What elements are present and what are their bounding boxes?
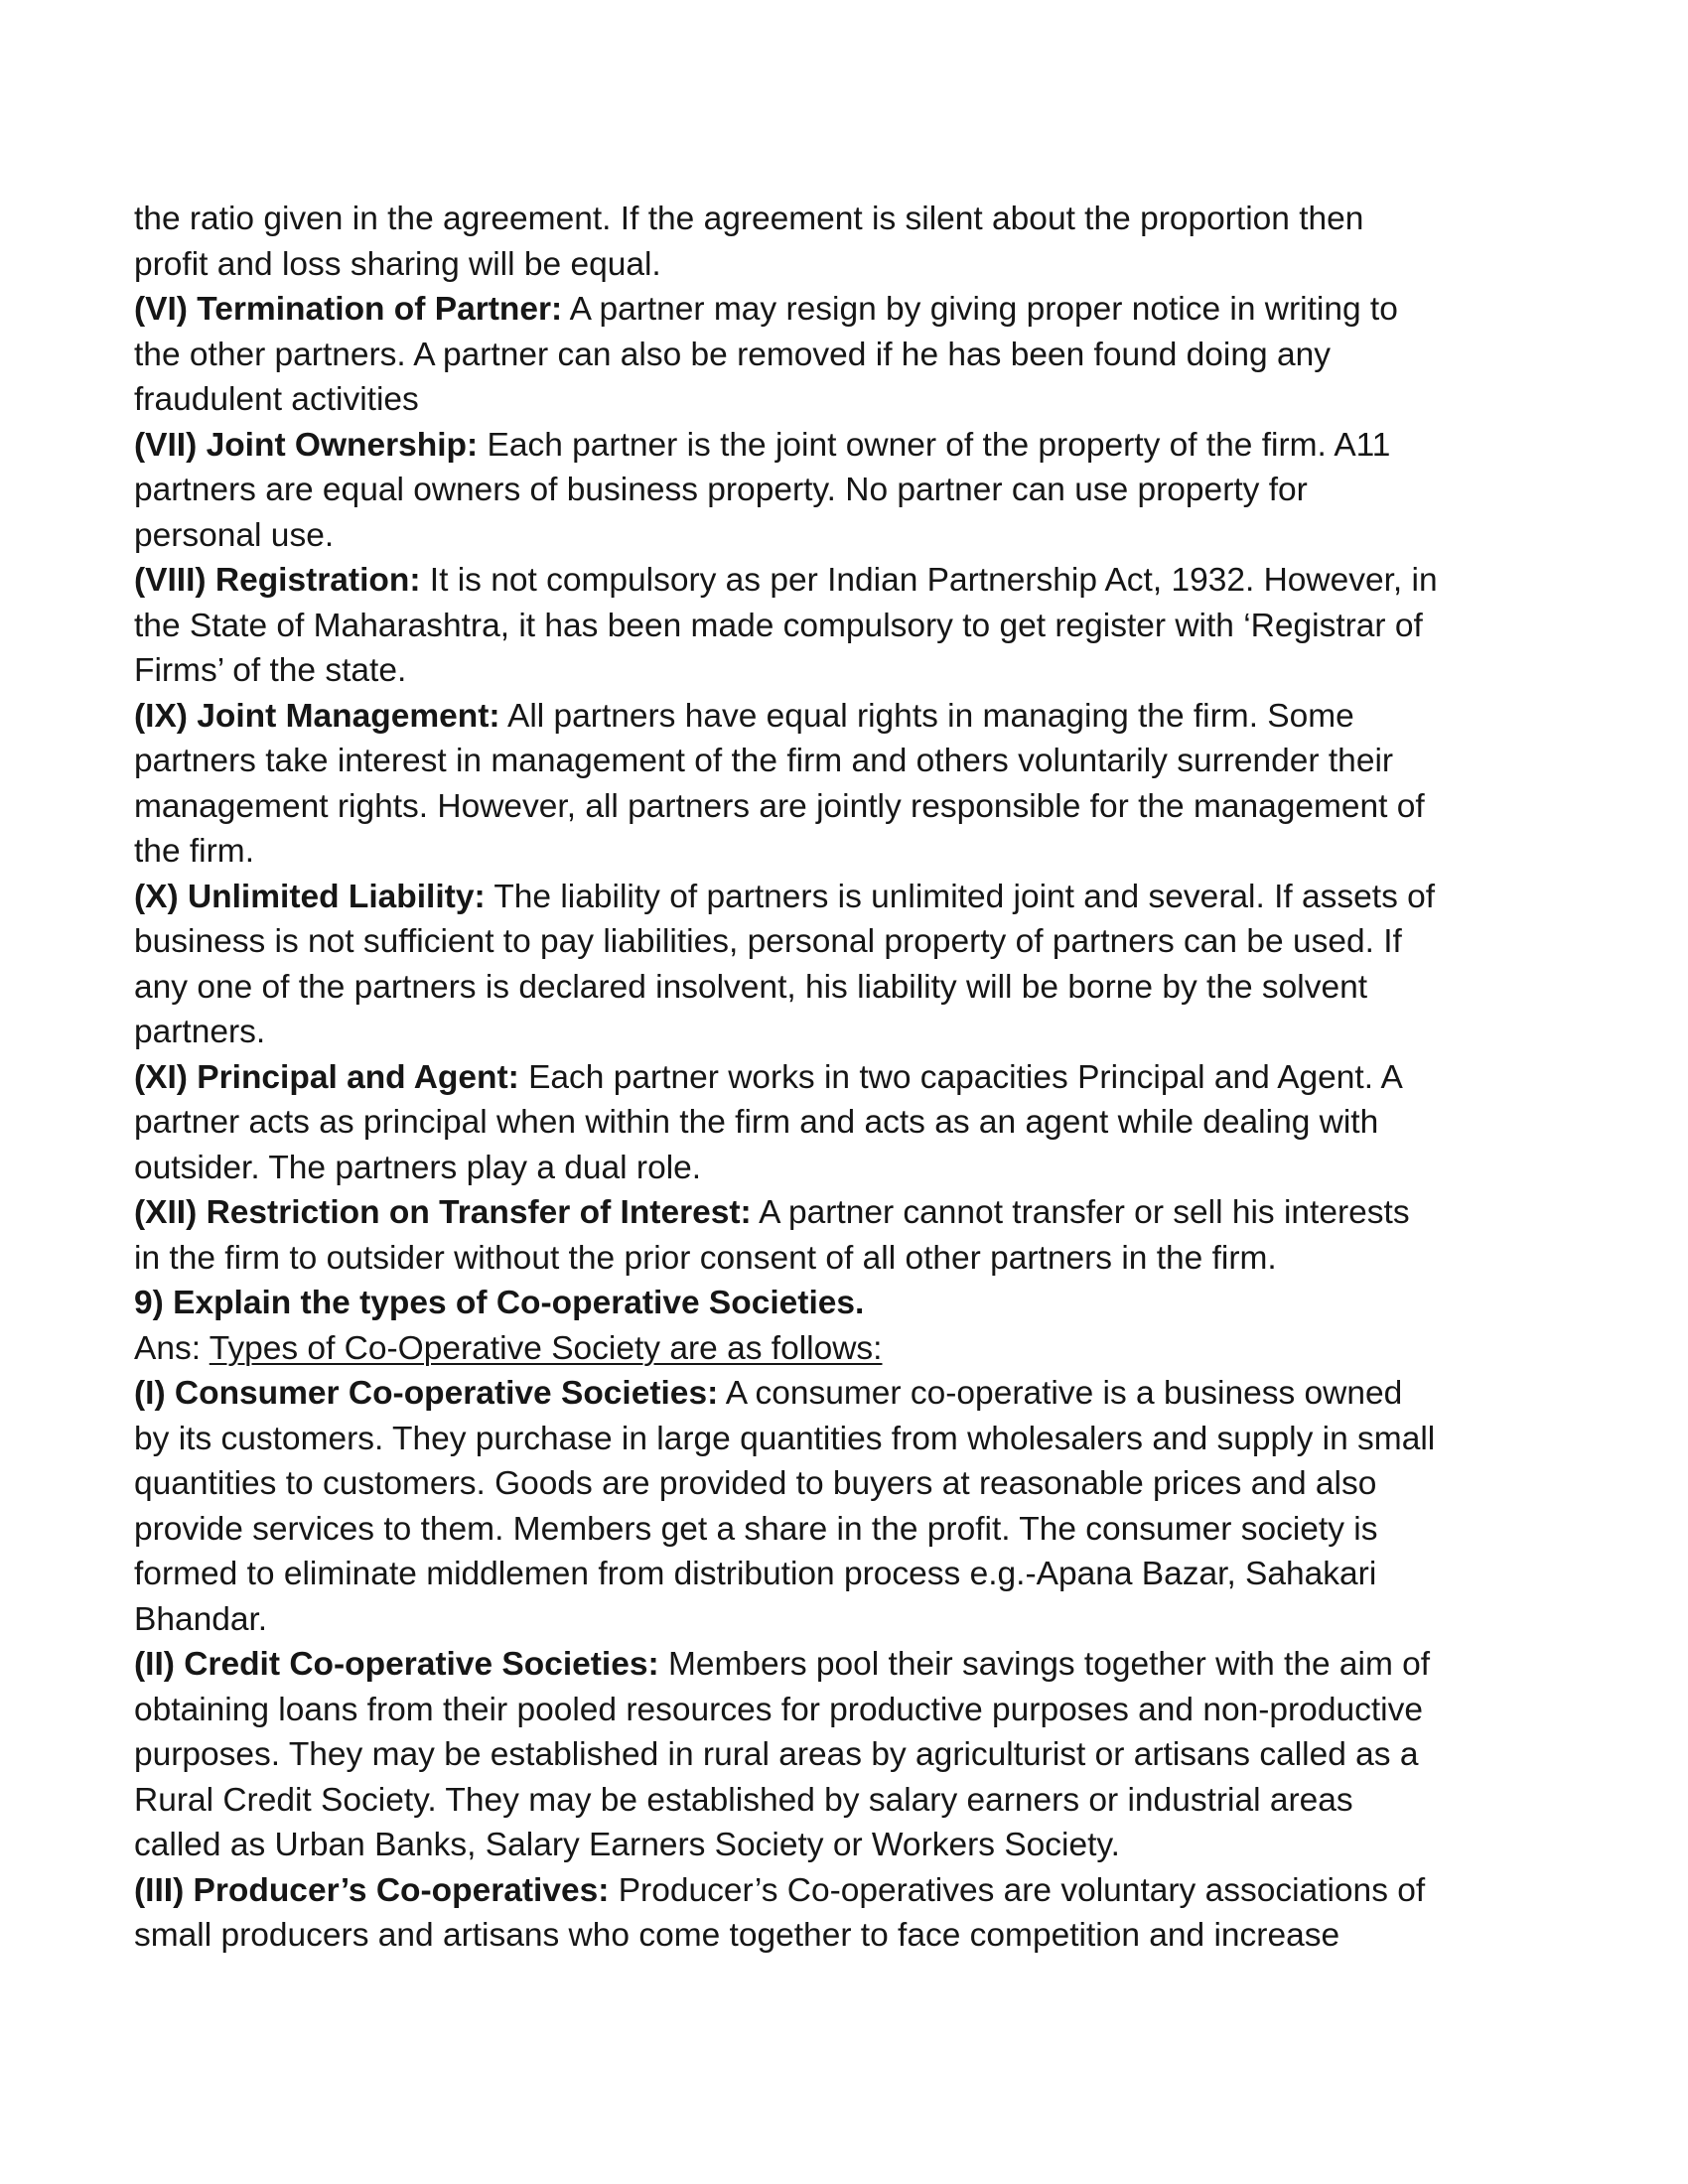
text-line: Rural Credit Society. They may be established by salary earners or industrial areas	[134, 1781, 1353, 1819]
section-heading: (VI) Termination of Partner:	[134, 291, 563, 328]
text-line: the State of Maharashtra, it has been made compulsory to get register with ‘Registrar of	[134, 607, 1423, 644]
text-line: profit and loss sharing will be equal.	[134, 245, 661, 283]
text-line: partners are equal owners of business property. No partner can use property for	[134, 472, 1308, 508]
text-line: formed to eliminate middlemen from distribution process e.g.-Apana Bazar, Sahakari	[134, 1556, 1377, 1592]
paragraph-joint-ownership	[134, 423, 1564, 559]
section-heading: (VII) Joint Ownership:	[134, 426, 479, 464]
text-line: Bhandar.	[134, 1600, 268, 1638]
text-line: by its customers. They purchase in large quantities from wholesalers and supply in small	[134, 1420, 1436, 1457]
text-line: A partner may resign by giving proper notice in writing to	[562, 291, 1398, 328]
paragraph-producers-cooperative	[134, 1868, 1564, 1959]
section-heading: (X) Unlimited Liability:	[134, 878, 486, 915]
paragraph-principal-and-agent	[134, 1055, 1564, 1191]
text-line: in the firm to outsider without the prior consent of all other partners in the firm.	[134, 1239, 1277, 1277]
text-line: small producers and artisans who come together to face competition and increase	[134, 1917, 1340, 1954]
section-heading: (IX) Joint Management:	[134, 697, 500, 735]
text-line: the other partners. A partner can also be removed if he has been found doing any	[134, 336, 1331, 373]
text-line: the ratio given in the agreement. If the agreement is silent about the proportion then	[134, 201, 1364, 237]
text-line: outsider. The partners play a dual role.	[134, 1149, 702, 1186]
text-line: quantities to customers. Goods are provided to buyers at reasonable prices and also	[134, 1465, 1377, 1502]
section-heading: (XII) Restriction on Transfer of Interest:	[134, 1194, 752, 1231]
document-page	[134, 197, 1564, 1959]
paragraph-registration	[134, 558, 1564, 694]
answer-underlined-text: Types of Co-Operative Society are as follows:	[209, 1329, 883, 1367]
text-line: management rights. However, all partners are jointly responsible for the management of	[134, 787, 1425, 825]
paragraph-credit-cooperative	[134, 1642, 1564, 1868]
text-line: fraudulent activities	[134, 381, 419, 418]
section-heading: (III) Producer’s Co-operatives:	[134, 1871, 610, 1909]
paragraph-joint-management	[134, 694, 1564, 875]
text-line: The liability of partners is unlimited joint and several. If assets of	[485, 878, 1436, 915]
text-line: A consumer co-operative is a business owned	[718, 1375, 1403, 1412]
text-line: business is not sufficient to pay liabilities, personal property of partners can be used. If	[134, 923, 1402, 960]
paragraph-termination-of-partner	[134, 287, 1564, 423]
text-line: personal use.	[134, 516, 335, 554]
paragraph-unlimited-liability	[134, 875, 1564, 1055]
text-line: purposes. They may be established in rural areas by agriculturist or artisans called as a	[134, 1736, 1419, 1773]
text-line: A partner cannot transfer or sell his interests	[751, 1194, 1410, 1231]
answer-intro	[134, 1326, 1564, 1372]
text-line: Each partner is the joint owner of the property of the firm. A11	[478, 426, 1391, 464]
paragraph-profit-sharing-continuation	[134, 197, 1564, 287]
text-line: partners.	[134, 1014, 266, 1050]
paragraph-consumer-cooperative	[134, 1371, 1564, 1642]
text-line: All partners have equal rights in managing the firm. Some	[499, 697, 1354, 735]
text-line: Members pool their savings together with the aim of	[658, 1646, 1431, 1683]
text-line: provide services to them. Members get a share in the profit. The consumer society is	[134, 1510, 1378, 1548]
text-line: partner acts as principal when within the firm and acts as an agent while dealing with	[134, 1104, 1379, 1141]
text-line: Firms’ of the state.	[134, 652, 407, 689]
section-heading: (VIII) Registration:	[134, 562, 421, 599]
text-line: It is not compulsory as per Indian Partnership Act, 1932. However, in	[420, 562, 1438, 599]
section-heading: (II) Credit Co-operative Societies:	[134, 1646, 659, 1683]
text-line: partners take interest in management of the firm and others voluntarily surrender their	[134, 743, 1394, 779]
text-line: the firm.	[134, 833, 254, 870]
text-line: obtaining loans from their pooled resources for productive purposes and non-productive	[134, 1691, 1423, 1728]
text-line: Producer’s Co-operatives are voluntary associations of	[609, 1871, 1426, 1909]
paragraph-restriction-on-transfer	[134, 1190, 1564, 1281]
question-heading: 9) Explain the types of Co-operative Societies.	[134, 1285, 865, 1321]
text-line: Each partner works in two capacities Principal and Agent. A	[518, 1058, 1403, 1096]
section-heading: (XI) Principal and Agent:	[134, 1058, 519, 1096]
section-heading: (I) Consumer Co-operative Societies:	[134, 1375, 719, 1412]
answer-prefix: Ans:	[134, 1329, 210, 1367]
text-line: any one of the partners is declared insolvent, his liability will be borne by the solvent	[134, 968, 1368, 1006]
text-line: called as Urban Banks, Salary Earners Society or Workers Society.	[134, 1827, 1120, 1863]
